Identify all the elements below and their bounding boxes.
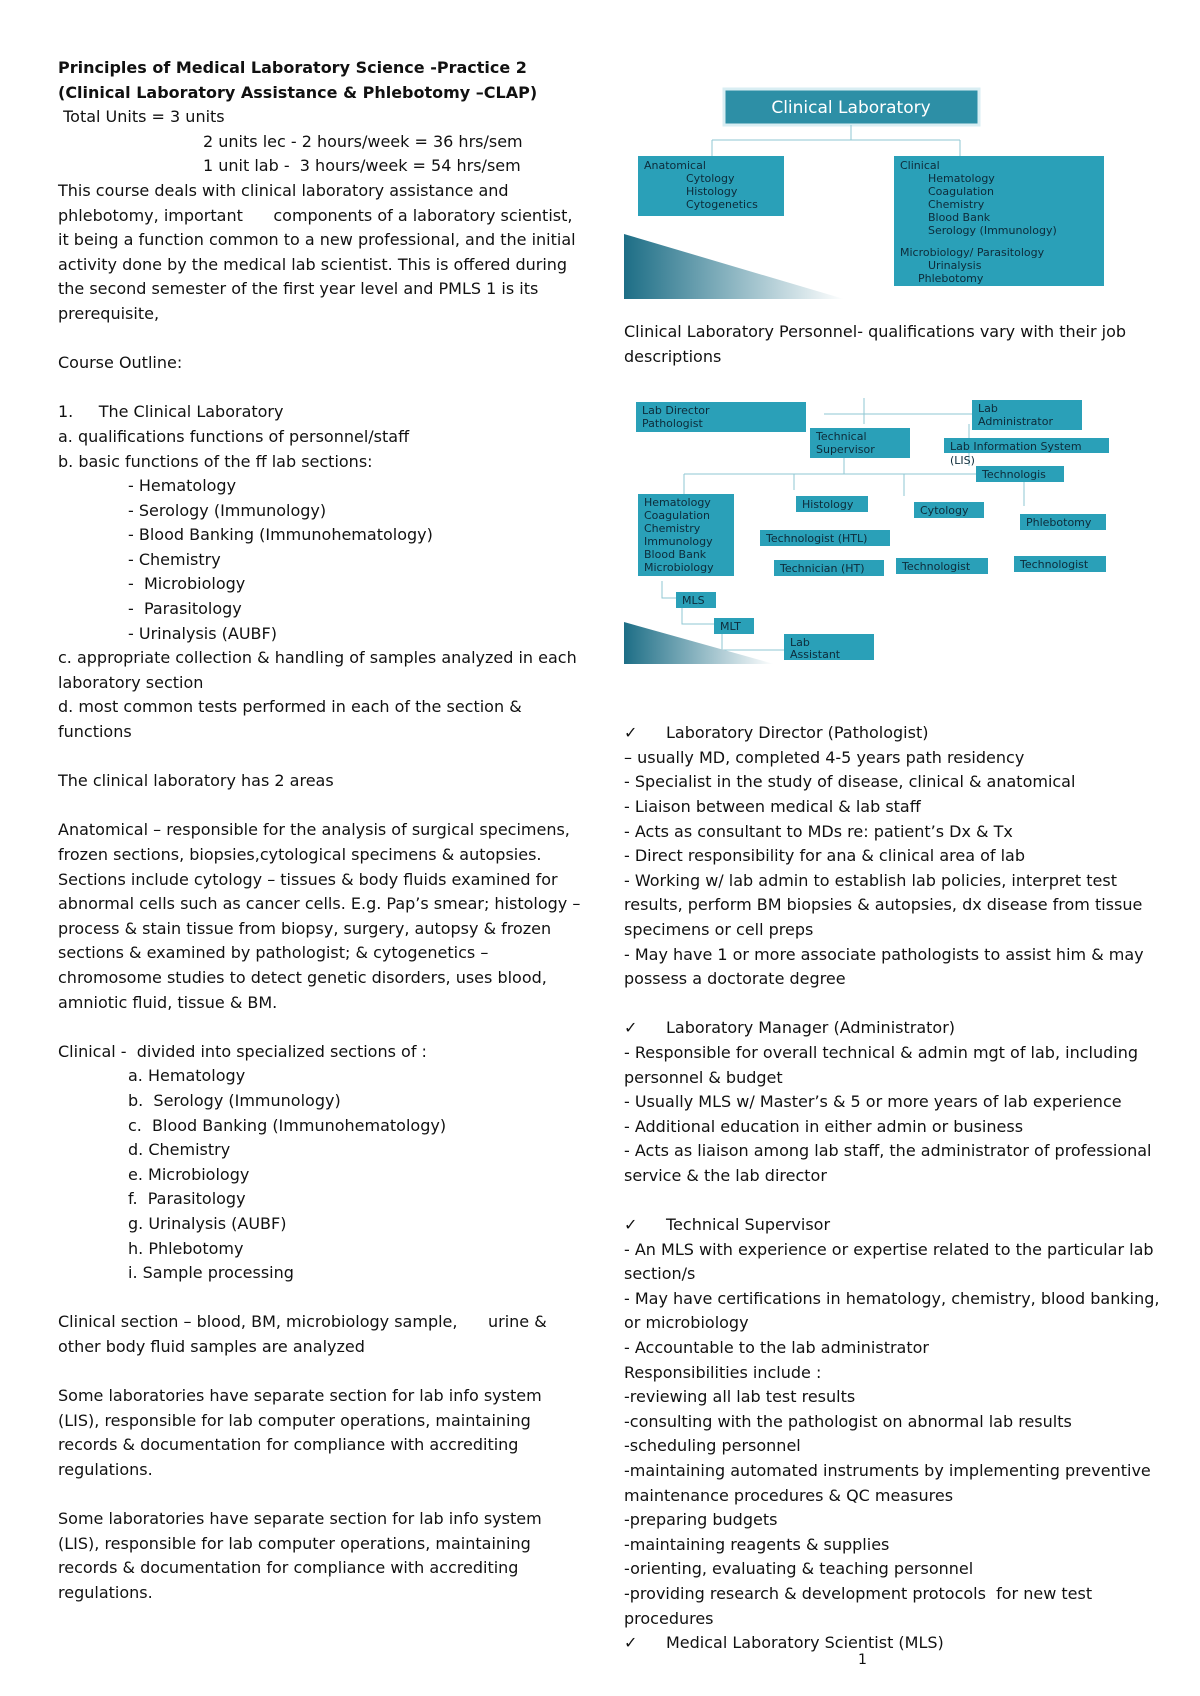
- role-line: -maintaining automated instruments by implementing preventive maintenance procedures & QC measures: [624, 1461, 1156, 1505]
- fig2-label: Histology: [802, 498, 854, 511]
- fig1-label: Clinical: [900, 159, 940, 172]
- personnel-heading: Clinical Laboratory Personnel- qualifications vary with their job descriptions: [624, 322, 1132, 366]
- clinical-list-item: d. Chemistry: [128, 1140, 231, 1160]
- clinical-laboratory-diagram: [624, 84, 1104, 300]
- units-lec: 2 units lec - 2 hours/week = 36 hrs/sem: [203, 131, 523, 151]
- anatomical-paragraph: Anatomical – responsible for the analysis of surgical specimens, frozen sections, biopsies,cytological specimens & autopsies. Sections include cytology – tissues & body fluids examined for abnormal cells such as cancer cells. E.g. Pap’s smear; histology – process & stain tissue from biopsy, surgery, autopsy & frozen sections & examined by pathologist; & cytogenetics – chromosome studies to detect genetic disorders, uses blood, amniotic fluid, tissue & BM.: [58, 820, 586, 1012]
- role-line: - May have certifications in hematology, chemistry, blood banking, or microbiology: [624, 1288, 1165, 1333]
- fig1-label: Coagulation: [928, 185, 994, 198]
- role-line: -preparing budgets: [624, 1510, 778, 1530]
- role-heading-supervisor: ✓ Technical Supervisor: [624, 1213, 1164, 1238]
- fig2-label: Coagulation: [644, 509, 710, 522]
- role-line: - Acts as consultant to MDs re: patient’s Dx & Tx: [624, 821, 1013, 841]
- clinical-list-item: e. Microbiology: [128, 1164, 250, 1184]
- lis-paragraph: Some laboratories have separate section for lab info system (LIS), responsible for lab computer operations, maintaining records & documentation for compliance with accrediting regulations.: [58, 1386, 547, 1479]
- fig2-label: Phlebotomy: [1026, 516, 1092, 529]
- role-line: - Acts as liaison among lab staff, the administrator of professional service & the lab director: [624, 1141, 1157, 1185]
- fig2-label: Administrator: [978, 415, 1053, 428]
- role-line: - An MLS with experience or expertise related to the particular lab section/s: [624, 1239, 1159, 1284]
- fig2-label: Cytology: [920, 504, 969, 517]
- fig1-label: Serology (Immunology): [928, 224, 1057, 237]
- units-lab: 1 unit lab - 3 hours/week = 54 hrs/sem: [203, 156, 521, 176]
- fig1-label: Urinalysis: [928, 259, 982, 272]
- role-line: -maintaining reagents & supplies: [624, 1534, 890, 1554]
- fig2-label: MLT: [720, 620, 741, 633]
- areas-text: The clinical laboratory has 2 areas: [58, 771, 334, 791]
- check-icon: ✓: [624, 1018, 638, 1038]
- section-item: - Blood Banking (Immunohematology): [128, 525, 433, 545]
- role-line: - Responsible for overall technical & admin mgt of lab, including personnel & budget: [624, 1042, 1144, 1087]
- left-column: [58, 56, 588, 1605]
- fig2-label: Lab Information System: [950, 440, 1082, 453]
- role-line: - Direct responsibility for ana & clinical area of lab: [624, 846, 1026, 866]
- fig2-label: Blood Bank: [644, 548, 707, 561]
- fig1-label: Histology: [686, 185, 738, 198]
- fig2-label: Lab Director: [642, 404, 710, 417]
- fig1-label: Cytology: [686, 172, 735, 185]
- role-line: - Specialist in the study of disease, clinical & anatomical: [624, 772, 1076, 792]
- role-line: - Usually MLS w/ Master’s & 5 or more years of lab experience: [624, 1092, 1122, 1112]
- clinical-list-item: i. Sample processing: [128, 1263, 294, 1283]
- role-line: - Working w/ lab admin to establish lab policies, interpret test results, perform BM biopsies & autopsies, dx disease from tissue specimens or cell preps: [624, 870, 1148, 939]
- role-heading-manager: ✓ Laboratory Manager (Administrator): [624, 1016, 1164, 1041]
- role-line: - Liaison between medical & lab staff: [624, 796, 921, 816]
- outline-heading: Course Outline:: [58, 353, 183, 373]
- page-number: 1: [858, 1652, 867, 1668]
- fig2-label: (LIS): [950, 454, 975, 467]
- fig2-label: Technologist: [902, 560, 971, 573]
- role-line: -scheduling personnel: [624, 1436, 801, 1456]
- role-line: -orienting, evaluating & teaching personnel: [624, 1559, 974, 1579]
- fig1-label: Anatomical: [644, 159, 706, 172]
- fig1-label: Chemistry: [928, 198, 985, 211]
- role-line: -providing research & development protocols for new test procedures: [624, 1583, 1098, 1628]
- fig2-label: MLS: [682, 594, 705, 607]
- outline-item-b: b. basic functions of the ff lab sections:: [58, 451, 373, 471]
- role-heading-mls: ✓ Medical Laboratory Scientist (MLS): [624, 1631, 1164, 1656]
- fig2-label: Technical: [816, 430, 867, 443]
- clinical-list-item: h. Phlebotomy: [128, 1238, 244, 1258]
- fig2-label: Technologis: [982, 468, 1046, 481]
- fig1-label: Cytogenetics: [686, 198, 758, 211]
- section-item: - Parasitology: [128, 599, 242, 619]
- role-line: – usually MD, completed 4-5 years path residency: [624, 747, 1025, 767]
- fig2-label: Supervisor: [816, 443, 875, 456]
- role-line: - Additional education in either admin or business: [624, 1116, 1024, 1136]
- fig2-label: Pathologist: [642, 417, 703, 430]
- fig2-label: Microbiology: [644, 561, 714, 574]
- outline-item-1: 1. The Clinical Laboratory: [58, 402, 284, 422]
- section-item: - Serology (Immunology): [128, 500, 327, 520]
- clinical-list-item: f. Parasitology: [128, 1189, 246, 1209]
- role-line: -reviewing all lab test results: [624, 1387, 856, 1407]
- fig2-label: Technician (HT): [780, 562, 865, 575]
- fig1-label: Phlebotomy: [918, 272, 984, 285]
- outline-item-a: a. qualifications functions of personnel/staff: [58, 426, 410, 446]
- diagram-title: Clinical Laboratory: [771, 98, 931, 118]
- role-line: - May have 1 or more associate pathologists to assist him & may possess a doctorate degree: [624, 944, 1149, 989]
- clinical-list-item: b. Serology (Immunology): [128, 1090, 341, 1110]
- fig1-label: Hematology: [928, 172, 995, 185]
- clinical-list-item: g. Urinalysis (AUBF): [128, 1213, 287, 1233]
- clinical-section-text: Clinical section – blood, BM, microbiology sample, urine & other body fluid samples are analyzed: [58, 1312, 552, 1356]
- fig2-label: Lab: [790, 636, 810, 649]
- fig2-label: Technologist (HTL): [766, 532, 868, 545]
- role-line: - Accountable to the lab administrator: [624, 1338, 929, 1358]
- fig2-label: Lab: [978, 402, 998, 415]
- fig2-label: Hematology: [644, 496, 711, 509]
- clinical-intro: Clinical - divided into specialized sections of :: [58, 1041, 427, 1061]
- clinical-list-item: a. Hematology: [128, 1066, 246, 1086]
- check-icon: ✓: [624, 1633, 638, 1653]
- outline-item-d: d. most common tests performed in each of the section & functions: [58, 697, 527, 742]
- fig2-label: Technologist: [1020, 558, 1089, 571]
- doc-title: Principles of Medical Laboratory Science -Practice 2: [58, 58, 527, 77]
- doc-subtitle: (Clinical Laboratory Assistance & Phlebotomy –CLAP): [58, 82, 538, 102]
- section-item: - Chemistry: [128, 549, 221, 569]
- lis-paragraph: Some laboratories have separate section for lab info system (LIS), responsible for lab computer operations, maintaining records & documentation for compliance with accrediting regulations.: [58, 1509, 547, 1602]
- decorative-swoosh: [624, 234, 844, 299]
- role-line: Responsibilities include :: [624, 1362, 822, 1382]
- fig2-label: Chemistry: [644, 522, 701, 535]
- section-item: - Hematology: [128, 476, 237, 496]
- section-item: - Urinalysis (AUBF): [128, 623, 277, 643]
- total-units: Total Units = 3 units: [58, 107, 225, 127]
- clinical-list-item: c. Blood Banking (Immunohematology): [128, 1115, 447, 1135]
- fig2-label: Immunology: [644, 535, 713, 548]
- role-heading-director: ✓ Laboratory Director (Pathologist): [624, 721, 1164, 746]
- clinical-box: [894, 156, 1104, 286]
- role-line: -consulting with the pathologist on abnormal lab results: [624, 1411, 1072, 1431]
- course-intro: This course deals with clinical laboratory assistance and phlebotomy, important components of a laboratory scientist, it being a function common to a new professional, and the initial activity done by the medical lab scientist. This is offered during the second semester of the first year level and PMLS 1 is its prerequisite,: [58, 180, 581, 323]
- section-item: - Microbiology: [128, 574, 246, 594]
- check-icon: ✓: [624, 1215, 638, 1235]
- right-column: [624, 320, 1164, 1656]
- check-icon: ✓: [624, 723, 638, 743]
- fig2-label: Assistant: [790, 648, 841, 661]
- fig1-label: Microbiology/ Parasitology: [900, 246, 1045, 259]
- outline-item-c: c. appropriate collection & handling of samples analyzed in each laboratory section: [58, 648, 582, 692]
- fig1-label: Blood Bank: [928, 211, 991, 224]
